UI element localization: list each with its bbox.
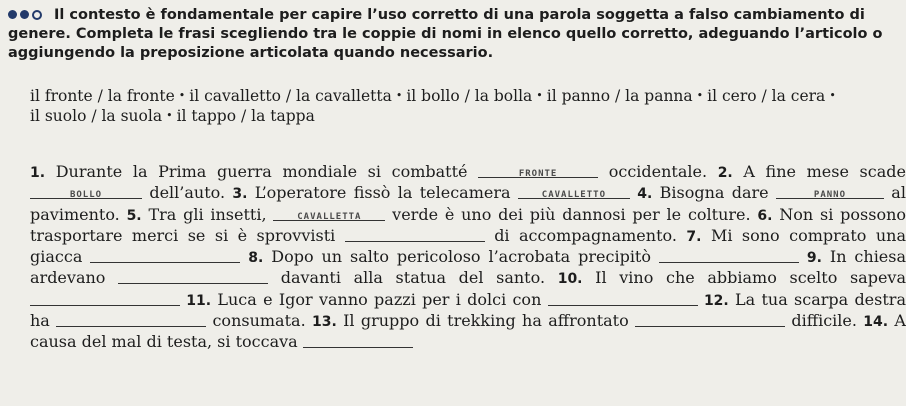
word-pair: il cero / la cera: [707, 87, 826, 105]
answer-blank[interactable]: [659, 248, 799, 263]
word-pair: il suolo / la suola: [30, 107, 163, 125]
sentence-text: Durante la Prima guerra mondiale si combatté: [55, 162, 468, 181]
sentence-text: difficile.: [791, 311, 857, 331]
instructions: [8, 6, 898, 63]
sentence-number: 1.: [30, 165, 46, 181]
sentence-text: Mi sono comprato una giacca: [30, 225, 906, 267]
difficulty-dots-icon: [8, 10, 42, 20]
sentence-text: dell’auto.: [149, 183, 226, 203]
sentence-number: 3.: [232, 186, 248, 203]
bullet-separator: •: [395, 89, 403, 102]
sentence-text: verde è uno dei più dannosi per le colture.: [392, 204, 751, 224]
sentence-text: consumata.: [212, 311, 306, 331]
answer-blank[interactable]: [776, 184, 884, 199]
sentence-number: 5.: [126, 207, 142, 224]
answer-blank[interactable]: [273, 206, 385, 221]
bullet-separator: •: [536, 89, 543, 102]
sentence-number: 2.: [717, 165, 733, 181]
sentence-number: 13.: [311, 314, 337, 331]
sentence-number: 12.: [703, 292, 729, 309]
bullet-separator: •: [829, 89, 836, 102]
answer-blank[interactable]: [30, 291, 180, 306]
sentence-number: 8.: [248, 250, 264, 267]
sentence-number: 14.: [863, 314, 889, 331]
sentence-number: 9.: [806, 250, 822, 267]
sentence-text: Tra gli insetti,: [148, 204, 267, 224]
sentence-number: 7.: [686, 228, 702, 245]
handwritten-answer: CAVALLETTA: [297, 211, 362, 222]
answer-blank[interactable]: [478, 163, 598, 178]
word-pair: il cavalletto / la cavalletta: [189, 87, 392, 105]
sentence-text: A fine mese scade: [743, 162, 906, 181]
handwritten-answer: CAVALLETTO: [541, 190, 606, 201]
sentence-text: Non si possono trasportare merci se si è sprovvisti: [30, 204, 906, 245]
handwritten-answer: PANNO: [813, 190, 847, 201]
answer-blank[interactable]: [30, 184, 142, 199]
sentence-number: 4.: [637, 186, 653, 203]
answer-blank[interactable]: [118, 269, 268, 284]
answer-blank[interactable]: [56, 312, 206, 327]
bullet-separator: •: [178, 89, 186, 102]
word-pair: il bollo / la bolla: [406, 87, 533, 105]
sentence-number: 6.: [757, 207, 773, 224]
bullet-separator: •: [166, 109, 173, 122]
answer-blank[interactable]: [548, 291, 698, 306]
sentence-text: al pavimento.: [30, 183, 906, 224]
sentence-text: Il vino che abbiamo scelto sapeva: [595, 268, 906, 288]
instructions-text: Il contesto è fondamentale per capire l’uso corretto di una parola soggetta a falso cambiamento di genere. Completa le frasi scegliendo tra le coppie di nomi in elenco quello corretto, adeguando l’articolo o aggiungendo la preposizione articolata quando necessario.: [8, 7, 883, 61]
sentence-text: L’operatore fissò la telecamera: [254, 183, 511, 203]
word-pair: il fronte / la fronte: [30, 87, 175, 105]
word-pair: il panno / la panna: [546, 87, 693, 105]
answer-blank[interactable]: [635, 312, 785, 327]
sentence-number: 11.: [186, 292, 212, 309]
handwritten-answer: FRONTE: [518, 169, 558, 179]
bullet-separator: •: [696, 89, 704, 102]
sentence-text: davanti alla statua del santo.: [280, 268, 546, 288]
sentence-text: La tua scarpa destra ha: [30, 289, 906, 331]
sentence-text: Bisogna dare: [659, 183, 769, 203]
answer-blank[interactable]: [90, 248, 240, 263]
sentence-text: Luca e Igor vanno pazzi per i dolci con: [217, 289, 542, 309]
answer-blank[interactable]: [518, 184, 630, 199]
sentence-text: Il gruppo di trekking ha affrontato: [343, 311, 629, 331]
word-pair: il tappo / la tappa: [176, 107, 315, 125]
sentence-text: A causa del mal di testa, si toccava: [30, 311, 906, 352]
exercise-sentences: [30, 162, 906, 352]
answer-blank[interactable]: [303, 333, 413, 348]
handwritten-answer: BOLLO: [69, 190, 103, 201]
sentence-text: di accompagnamento.: [494, 225, 677, 245]
sentence-number: 10.: [557, 271, 583, 288]
sentence-text: Dopo un salto pericoloso l’acrobata precipitò: [271, 247, 651, 267]
sentence-text: occidentale.: [608, 162, 708, 181]
answer-blank[interactable]: [345, 227, 485, 242]
word-pair-list: [30, 86, 900, 126]
sentence-text: In chiesa ardevano: [30, 247, 906, 288]
